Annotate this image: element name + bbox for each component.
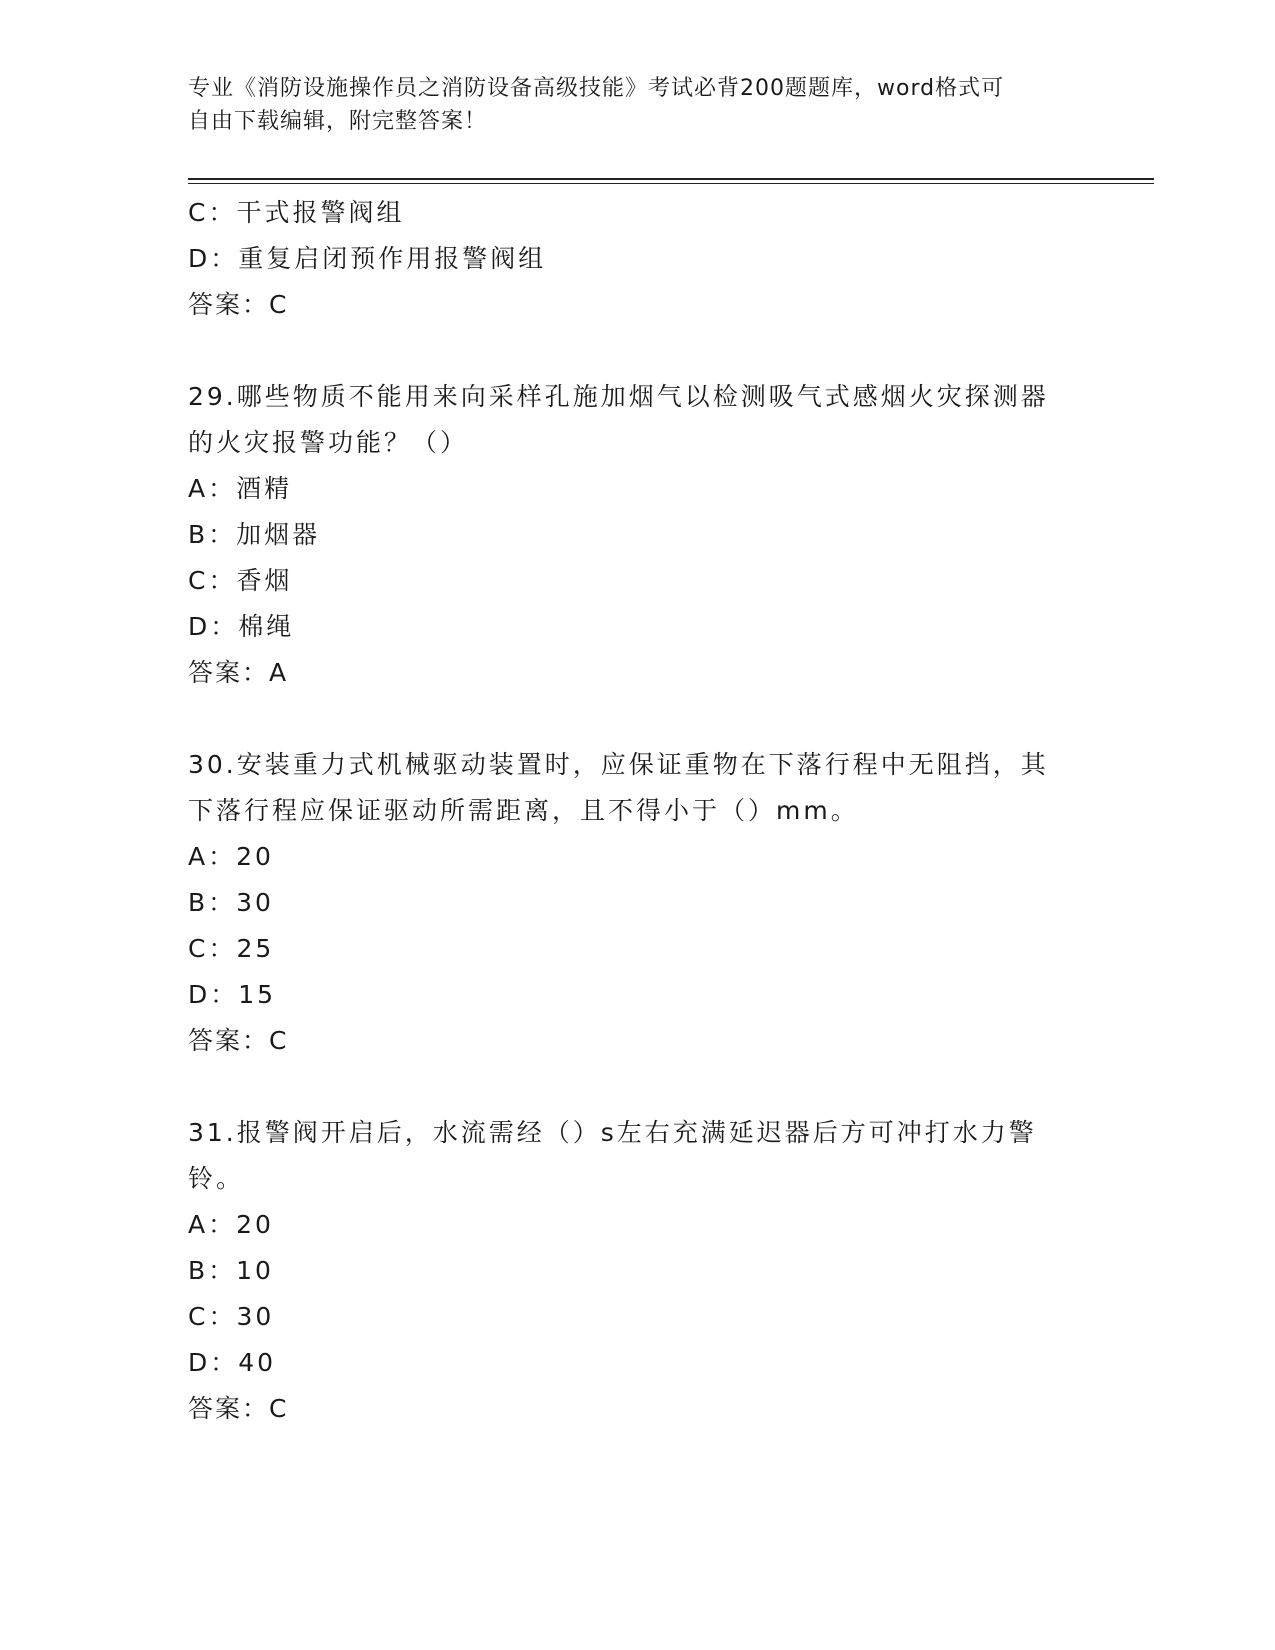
option-d: D：15 xyxy=(188,980,277,1009)
question-text-line-1: 29.哪些物质不能用来向采样孔施加烟气以检测吸气式感烟火灾探测器 xyxy=(188,382,1049,411)
header-divider-thin xyxy=(188,183,1154,184)
header-title-line-2: 自由下载编辑，附完整答案！ xyxy=(188,109,488,134)
option-a: A：20 xyxy=(188,1210,274,1239)
question-text-line-2: 的火灾报警功能？（） xyxy=(188,428,469,457)
question-31 xyxy=(188,1110,1088,1432)
option-c: C：干式报警阀组 xyxy=(188,198,405,227)
question-text-line-1: 31.报警阀开启后，水流需经（）s左右充满延迟器后方可冲打水力警 xyxy=(188,1118,1037,1147)
document-body xyxy=(188,190,1088,1432)
question-text-line-2: 下落行程应保证驱动所需距离，且不得小于（）mm。 xyxy=(188,796,859,825)
answer-line: 答案：C xyxy=(188,1394,289,1423)
answer-line: 答案：C xyxy=(188,290,289,319)
question-30 xyxy=(188,742,1088,1064)
header-divider-thick xyxy=(188,178,1154,180)
option-d: D：40 xyxy=(188,1348,277,1377)
question-text-line-2: 铃。 xyxy=(188,1164,245,1193)
answer-line: 答案：C xyxy=(188,1026,289,1055)
spacer xyxy=(188,696,1088,742)
option-a: A：酒精 xyxy=(188,474,293,503)
option-a: A：20 xyxy=(188,842,274,871)
option-b: B：10 xyxy=(188,1256,274,1285)
option-b: B：30 xyxy=(188,888,274,917)
answer-line: 答案：A xyxy=(188,658,289,687)
option-b: B：加烟器 xyxy=(188,520,321,549)
spacer xyxy=(188,1064,1088,1110)
option-c: C：香烟 xyxy=(188,566,293,595)
option-c: C：25 xyxy=(188,934,275,963)
option-d: D：重复启闭预作用报警阀组 xyxy=(188,244,547,273)
option-c: C：30 xyxy=(188,1302,275,1331)
question-29 xyxy=(188,374,1088,696)
header-title-line-1: 专业《消防设施操作员之消防设备高级技能》考试必背200题题库，word格式可 xyxy=(188,76,1005,101)
question-text-line-1: 30.安装重力式机械驱动装置时，应保证重物在下落行程中无阻挡，其 xyxy=(188,750,1049,779)
option-d: D：棉绳 xyxy=(188,612,295,641)
document-header xyxy=(188,72,1088,138)
previous-question-tail xyxy=(188,190,1088,328)
spacer xyxy=(188,328,1088,374)
